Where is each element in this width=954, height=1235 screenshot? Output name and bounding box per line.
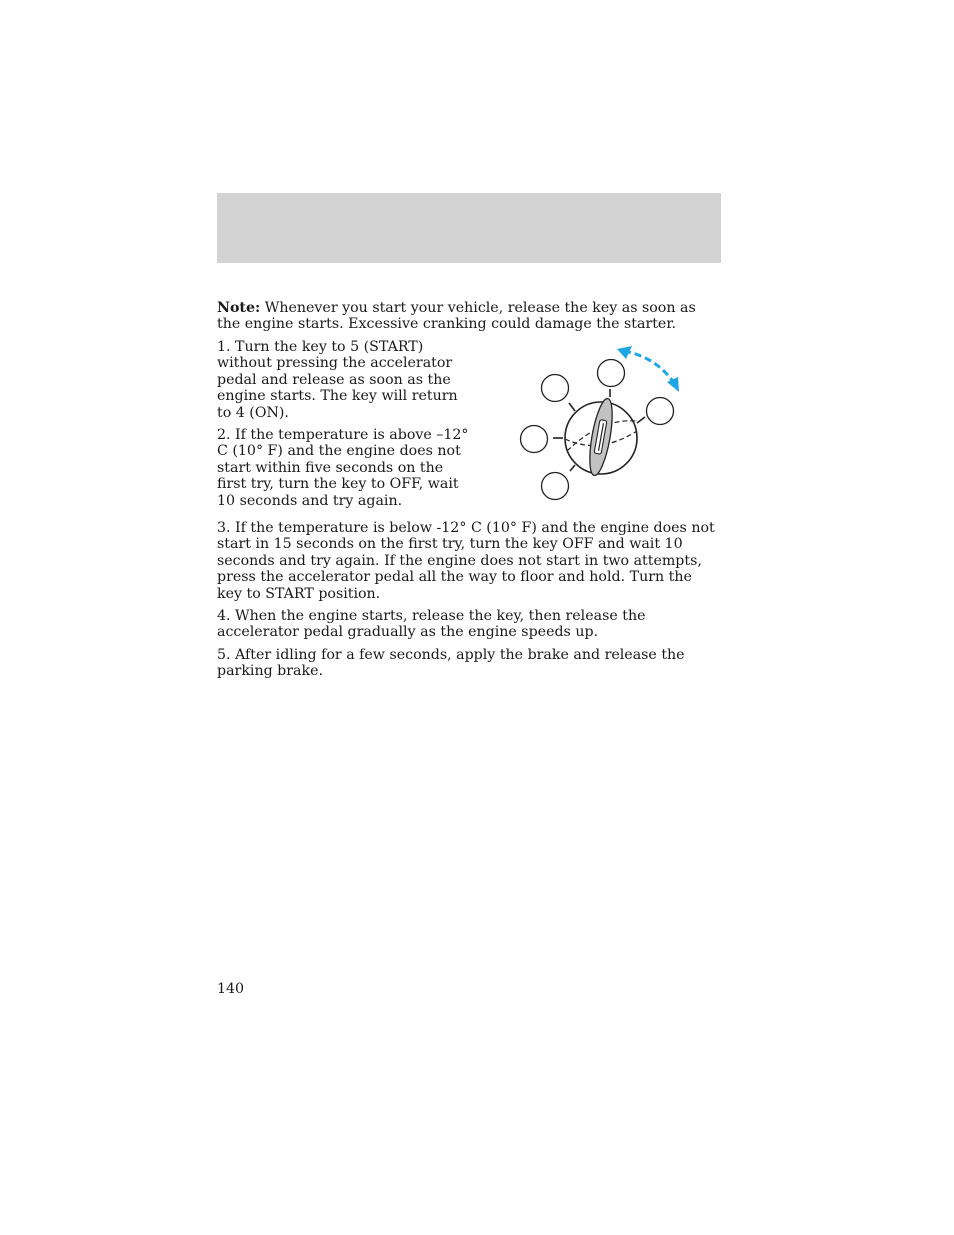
section-header-band (217, 193, 721, 263)
position-circle-1 (542, 375, 569, 402)
position-circle-5 (542, 473, 569, 500)
rotation-arrow-icon (617, 346, 679, 392)
note-text: Whenever you start your vehicle, release the key as soon as the engine starts. Excessive cranking could damage the starter. (217, 300, 696, 333)
step-3: 3. If the temperature is below -12° C (10° F) and the engine does not start in 15 seconds on the first try, turn the key OFF and wait 10 seconds and try again. If the engine does not start in two attempts, press the accelerator pedal all the way to floor and hold. Turn the key to START position. (217, 520, 715, 602)
ignition-key-icon (565, 397, 637, 477)
step-4: 4. When the engine starts, release the key, then release the accelerator pedal gradually as the engine speeds up. (217, 608, 646, 641)
position-circle-4 (521, 426, 548, 453)
page-number: 140 (217, 981, 245, 997)
note-paragraph (217, 300, 721, 333)
ignition-key-diagram (515, 343, 690, 503)
position-circle-2 (598, 360, 625, 387)
step-2: 2. If the temperature is above –12° C (10° F) and the engine does not start within five seconds on the first try, turn the key to OFF, wait 10 seconds and try again. (217, 427, 469, 509)
step-1: 1. Turn the key to 5 (START) without pressing the accelerator pedal and release as soon as the engine starts. The key will return to 4 (ON). (217, 339, 458, 421)
position-circle-3 (647, 398, 674, 425)
note-label: Note: (217, 300, 261, 316)
step-5: 5. After idling for a few seconds, apply the brake and release the parking brake. (217, 647, 685, 680)
